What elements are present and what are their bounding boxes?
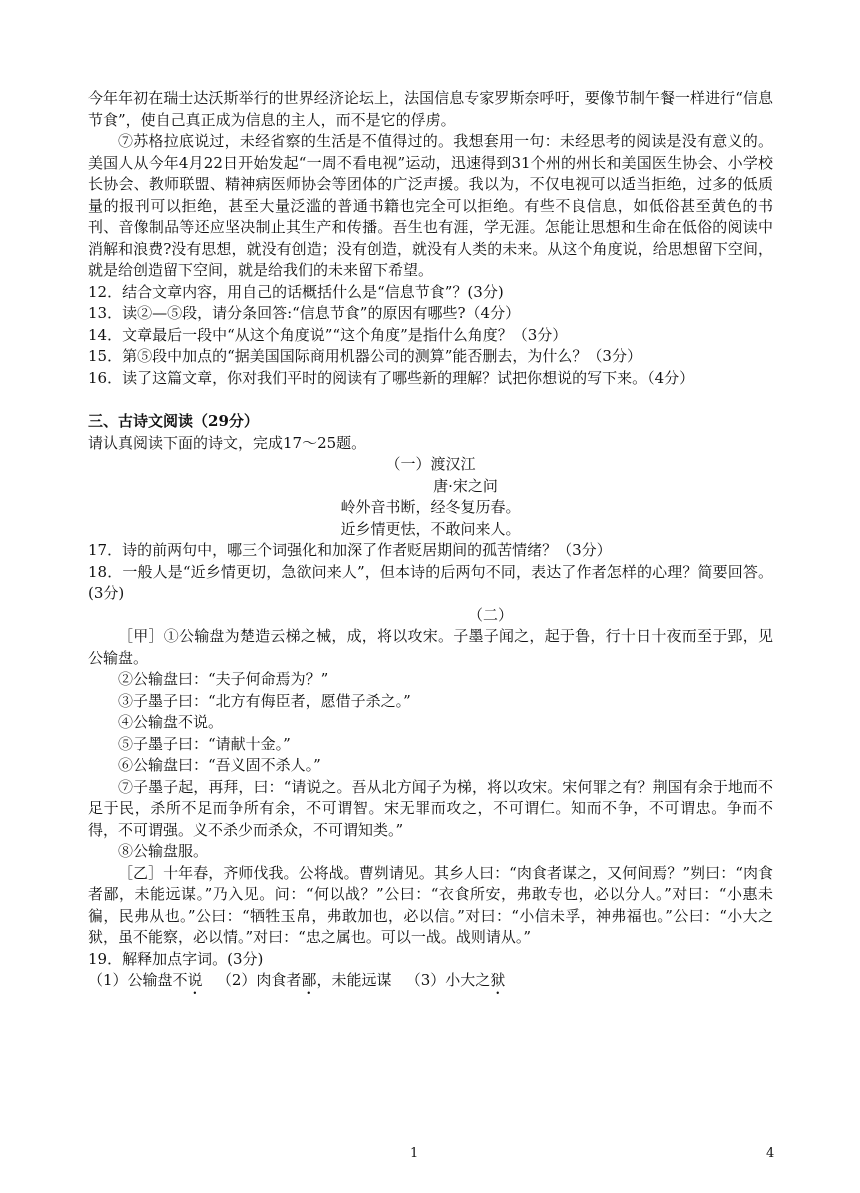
part-2-heading: （二） [467,605,513,624]
section-3-intro: 请认真阅读下面的诗文，完成17～25题。 [88,433,367,452]
poem-line-1: 岭外音书断，经冬复历春。 [340,498,521,516]
question-12: 12．结合文章内容，用自己的话概括什么是“信息节食”？(3分) [88,282,504,301]
q19-item-1-dotted-word: 说 [187,971,203,989]
page-number: 1 [410,1146,419,1161]
question-16: 16．读了这篇文章，你对我们平时的阅读有了哪些新的理解？试把你想说的写下来。（4分） [88,368,695,387]
question-19: 19．解释加点字词。(3分) [88,949,264,968]
q19-item-3-dotted-word: 狱 [490,971,506,989]
jia-paragraph-2: ②公输盘曰：“夫子何命焉为？” [118,670,329,688]
question-15: 15．第⑤段中加点的“据美国国际商用机器公司的测算”能否删去，为什么？（3分） [88,347,642,365]
jia-paragraph-4: ④公输盘不说。 [118,713,224,731]
passage-paragraph-7: ⑦苏格拉底说过，未经省察的生活是不值得过的。我想套用一句：未经思考的阅读是没有意义的。美国人从今年4月22日开始发起“一周不看电视”运动，迅速得到31个州的州长和美国医生协会、小学校长协会、教师联盟、精神病医师协会等团体的广泛声援。我以为，不仅电视可以适当拒绝，过多的低质量的报刊可以拒绝，甚至大量泛滥的普通书籍也完全可以拒绝。有些不良信息，如低俗甚至黄色的书刊、音像制品等还应坚决制止其生产和传播。吾生也有涯，学无涯。怎能让思想和生命在低俗的阅读中消解和浪费?没有思想，就没有创造；没有创造，就没有人类的未来。从这个角度说，给思想留下空间，就是给创造留下空间，就是给我们的未来留下希望。 [88,132,773,279]
jia-paragraph-8: ⑧公输盘服。 [118,842,209,860]
jia-paragraph-7: ⑦子墨子起，再拜，曰：“请说之。吾从北方闻子为梯，将以攻宋。宋何罪之有？荆国有余于地而不足于民，杀所不足而争所有余，不可谓智。宋无罪而攻之，不可谓仁。知而不争，不可谓忠。争而不得，不可谓强。义不杀少而杀众，不可谓知类。” [88,777,773,839]
question-17: 17．诗的前两句中，哪三个词强化和加深了作者贬居期间的孤苦情绪？（3分） [88,541,612,559]
jia-paragraph-3: ③子墨子曰：“北方有侮臣者，愿借子杀之。” [118,691,411,710]
exam-page [88,88,773,998]
q19-item-3-text: （3）小大之 [405,971,491,989]
q19-item-1-text: （1）公输盘不 [88,971,188,989]
poem-line-2: 近乡情更怯，不敢问来人。 [340,519,521,538]
poem-author: 唐·宋之问 [433,476,498,495]
question-13: 13．读②—⑤段，请分条回答:“信息节食”的原因有哪些?（4分） [88,304,521,322]
jia-paragraph-5: ⑤子墨子曰：“请献十金。” [118,734,291,753]
question-18: 18．一般人是“近乡情更切，急欲问来人”，但本诗的后两句不同，表达了作者怎样的心理？简要回答。(3分) [88,562,773,602]
section-3-title: 三、古诗文阅读（29分） [88,412,259,430]
q19-item-2-dotted-word: 鄙 [301,971,317,989]
q19-item-2-rest: ，未能远谋 [316,971,392,989]
question-14: 14．文章最后一段中“从这个角度说”“这个角度”是指什么角度？（3分） [88,325,568,344]
q19-item-2-text: （2）肉食者 [216,971,302,989]
jia-paragraph-1: ［甲］①公输盘为楚造云梯之械，成，将以攻宋。子墨子闻之，起于鲁，行十日十夜而至于郢，见公输盘。 [88,627,773,667]
page-total: 4 [766,1146,775,1161]
poem-heading: （一）渡汉江 [385,455,476,473]
passage-continuation: 今年年初在瑞士达沃斯举行的世界经济论坛上，法国信息专家罗斯奈呼吁，要像节制午餐一样进行“信息节食”，使自己真正成为信息的主人，而不是它的俘虏。 [88,89,773,129]
question-19-items [88,970,773,998]
yi-paragraph: ［乙］十年春，齐师伐我。公将战。曹刿请见。其乡人曰：“肉食者谋之，又何间焉？”刿曰：“肉食者鄙，未能远谋。”乃入见。问：“何以战？”公曰：“衣食所安，弗敢专也，必以分人。”对曰：“小惠未徧，民弗从也。”公曰：“牺牲玉帛，弗敢加也，必以信。”对曰：“小信未孚，神弗福也。”公曰：“小大之狱，虽不能察，必以情。”对曰：“忠之属也。可以一战。战则请从。” [88,863,773,946]
jia-paragraph-6: ⑥公输盘曰：“吾义固不杀人。” [118,756,321,774]
